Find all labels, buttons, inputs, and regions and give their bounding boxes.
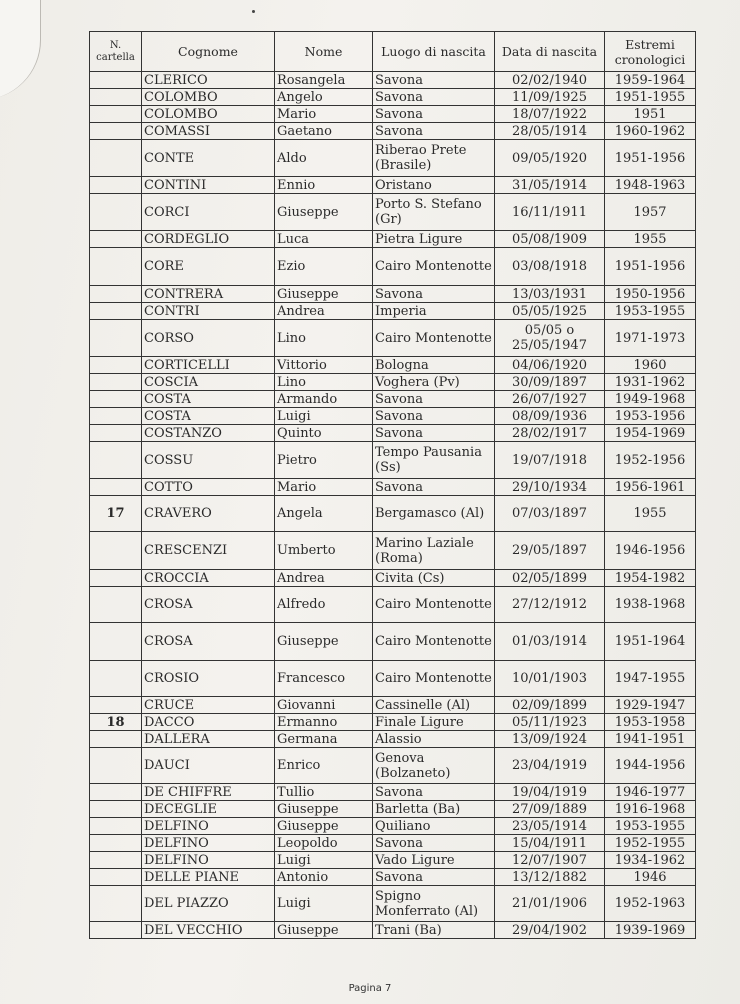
cell-cognome: COLOMBO [142,89,275,106]
cell-nome: Angelo [275,89,373,106]
cell-luogo: Imperia [373,303,495,320]
page-curl [0,0,41,100]
records-table [89,31,696,939]
cell-luogo: Savona [373,869,495,886]
cell-num: 17 [90,496,142,532]
cell-data: 13/09/1924 [495,731,605,748]
cell-num [90,852,142,869]
table-row [90,886,696,922]
cell-cognome: DELFINO [142,852,275,869]
cell-cognome: CORCI [142,194,275,231]
cell-num [90,748,142,784]
cell-luogo: Bergamasco (Al) [373,496,495,532]
cell-cognome: CRAVERO [142,496,275,532]
cell-estremi: 1957 [605,194,696,231]
cell-num [90,623,142,661]
cell-estremi: 1952-1955 [605,835,696,852]
cell-cognome: DE CHIFFRE [142,784,275,801]
cell-estremi: 1953-1955 [605,818,696,835]
table-row [90,140,696,177]
cell-nome: Lino [275,320,373,357]
cell-data: 01/03/1914 [495,623,605,661]
cell-cognome: COLOMBO [142,106,275,123]
cell-data: 11/09/1925 [495,89,605,106]
cell-luogo: Trani (Ba) [373,922,495,939]
cell-cognome: DELFINO [142,835,275,852]
cell-estremi: 1941-1951 [605,731,696,748]
cell-nome: Luigi [275,408,373,425]
cell-data: 10/01/1903 [495,661,605,697]
cell-nome: Gaetano [275,123,373,140]
cell-estremi: 1938-1968 [605,587,696,623]
cell-data: 02/05/1899 [495,570,605,587]
cell-cognome: DALLERA [142,731,275,748]
header-nome: Nome [275,32,373,72]
cell-data: 23/05/1914 [495,818,605,835]
table-row [90,442,696,479]
cell-cognome: CONTINI [142,177,275,194]
cell-num [90,869,142,886]
cell-nome: Ermanno [275,714,373,731]
cell-luogo: Voghera (Pv) [373,374,495,391]
cell-data: 02/09/1899 [495,697,605,714]
cell-cognome: COSTA [142,408,275,425]
cell-estremi: 1960 [605,357,696,374]
cell-num [90,784,142,801]
cell-num [90,89,142,106]
cell-estremi: 1931-1962 [605,374,696,391]
header-data: Data di nascita [495,32,605,72]
cell-estremi: 1954-1982 [605,570,696,587]
cell-num [90,72,142,89]
ink-dot [252,10,255,13]
cell-num [90,140,142,177]
cell-num [90,570,142,587]
table-row [90,784,696,801]
cell-data: 21/01/1906 [495,886,605,922]
table-row [90,587,696,623]
table-row [90,303,696,320]
cell-cognome: CROSA [142,587,275,623]
cell-cognome: COSTA [142,391,275,408]
cell-cognome: CROSA [142,623,275,661]
cell-estremi: 1952-1956 [605,442,696,479]
cell-nome: Mario [275,479,373,496]
cell-luogo: Oristano [373,177,495,194]
cell-nome: Leopoldo [275,835,373,852]
table-row [90,714,696,731]
cell-estremi: 1951-1955 [605,89,696,106]
cell-num [90,177,142,194]
cell-cognome: DAUCI [142,748,275,784]
cell-num [90,286,142,303]
table-row [90,106,696,123]
cell-data: 28/02/1917 [495,425,605,442]
cell-estremi: 1951-1956 [605,140,696,177]
table-row [90,425,696,442]
cell-cognome: COSSU [142,442,275,479]
table-row [90,801,696,818]
cell-data: 19/07/1918 [495,442,605,479]
cell-nome: Vittorio [275,357,373,374]
table-row [90,661,696,697]
table-row [90,72,696,89]
cell-data: 19/04/1919 [495,784,605,801]
header-cognome: Cognome [142,32,275,72]
cell-estremi: 1934-1962 [605,852,696,869]
cell-estremi: 1952-1963 [605,886,696,922]
cell-nome: Giuseppe [275,286,373,303]
table-row [90,357,696,374]
cell-cognome: DACCO [142,714,275,731]
cell-estremi: 1953-1958 [605,714,696,731]
cell-nome: Antonio [275,869,373,886]
cell-nome: Giuseppe [275,801,373,818]
cell-nome: Angela [275,496,373,532]
cell-luogo: Savona [373,391,495,408]
table-row [90,479,696,496]
cell-luogo: Finale Ligure [373,714,495,731]
cell-luogo: Marino Laziale (Roma) [373,532,495,570]
cell-nome: Giovanni [275,697,373,714]
cell-cognome: DELLE PIANE [142,869,275,886]
cell-luogo: Savona [373,408,495,425]
cell-data: 08/09/1936 [495,408,605,425]
cell-num [90,922,142,939]
header-luogo: Luogo di nascita [373,32,495,72]
cell-luogo: Savona [373,123,495,140]
cell-num [90,886,142,922]
cell-data: 28/05/1914 [495,123,605,140]
cell-luogo: Cairo Montenotte [373,320,495,357]
cell-nome: Lino [275,374,373,391]
cell-data: 07/03/1897 [495,496,605,532]
cell-estremi: 1955 [605,231,696,248]
cell-nome: Mario [275,106,373,123]
cell-nome: Andrea [275,570,373,587]
table-row [90,835,696,852]
cell-luogo: Savona [373,286,495,303]
table-row [90,748,696,784]
cell-cognome: CROSIO [142,661,275,697]
cell-estremi: 1953-1956 [605,408,696,425]
header-num: N. cartella [90,32,142,72]
cell-data: 18/07/1922 [495,106,605,123]
table-body [90,72,696,939]
cell-data: 29/04/1902 [495,922,605,939]
cell-estremi: 1916-1968 [605,801,696,818]
cell-estremi: 1948-1963 [605,177,696,194]
cell-data: 27/12/1912 [495,587,605,623]
cell-luogo: Cairo Montenotte [373,587,495,623]
cell-cognome: COMASSI [142,123,275,140]
cell-luogo: Spigno Monferrato (Al) [373,886,495,922]
cell-num [90,835,142,852]
cell-cognome: CONTRI [142,303,275,320]
cell-cognome: CORSO [142,320,275,357]
table-row [90,320,696,357]
cell-cognome: COTTO [142,479,275,496]
cell-estremi: 1956-1961 [605,479,696,496]
cell-luogo: Alassio [373,731,495,748]
cell-luogo: Porto S. Stefano (Gr) [373,194,495,231]
cell-luogo: Pietra Ligure [373,231,495,248]
cell-data: 03/08/1918 [495,248,605,286]
cell-cognome: DECEGLIE [142,801,275,818]
cell-num [90,532,142,570]
cell-estremi: 1944-1956 [605,748,696,784]
cell-data: 27/09/1889 [495,801,605,818]
cell-cognome: COSTANZO [142,425,275,442]
table-row [90,123,696,140]
cell-data: 05/05 o 25/05/1947 [495,320,605,357]
cell-data: 29/05/1897 [495,532,605,570]
cell-luogo: Savona [373,425,495,442]
cell-num [90,357,142,374]
cell-num [90,697,142,714]
page-number: Pagina 7 [348,983,392,994]
cell-estremi: 1946 [605,869,696,886]
table-row [90,408,696,425]
cell-num [90,303,142,320]
cell-nome: Giuseppe [275,623,373,661]
cell-num [90,106,142,123]
cell-luogo: Savona [373,835,495,852]
cell-luogo: Cairo Montenotte [373,248,495,286]
cell-cognome: COSCIA [142,374,275,391]
cell-data: 26/07/1927 [495,391,605,408]
table-row [90,391,696,408]
table-row [90,248,696,286]
table-row [90,374,696,391]
cell-estremi: 1954-1969 [605,425,696,442]
table-row [90,89,696,106]
cell-estremi: 1959-1964 [605,72,696,89]
cell-estremi: 1949-1968 [605,391,696,408]
cell-cognome: CORDEGLIO [142,231,275,248]
cell-luogo: Savona [373,784,495,801]
table-row [90,869,696,886]
cell-luogo: Barletta (Ba) [373,801,495,818]
cell-num [90,801,142,818]
cell-cognome: CONTRERA [142,286,275,303]
table-row [90,570,696,587]
cell-data: 05/05/1925 [495,303,605,320]
cell-num: 18 [90,714,142,731]
cell-data: 05/08/1909 [495,231,605,248]
cell-estremi: 1953-1955 [605,303,696,320]
cell-luogo: Savona [373,72,495,89]
table-row [90,852,696,869]
cell-estremi: 1971-1973 [605,320,696,357]
cell-estremi: 1939-1969 [605,922,696,939]
cell-num [90,248,142,286]
table-row [90,532,696,570]
cell-data: 29/10/1934 [495,479,605,496]
cell-estremi: 1947-1955 [605,661,696,697]
cell-estremi: 1951 [605,106,696,123]
cell-nome: Ezio [275,248,373,286]
cell-nome: Enrico [275,748,373,784]
cell-cognome: CORE [142,248,275,286]
table-row [90,623,696,661]
cell-num [90,818,142,835]
table-row [90,177,696,194]
cell-nome: Luca [275,231,373,248]
table-row [90,194,696,231]
cell-num [90,479,142,496]
cell-cognome: CROCCIA [142,570,275,587]
cell-nome: Luigi [275,852,373,869]
cell-estremi: 1955 [605,496,696,532]
cell-data: 13/12/1882 [495,869,605,886]
cell-num [90,661,142,697]
cell-cognome: DEL VECCHIO [142,922,275,939]
cell-data: 09/05/1920 [495,140,605,177]
cell-nome: Quinto [275,425,373,442]
cell-nome: Giuseppe [275,194,373,231]
cell-nome: Germana [275,731,373,748]
cell-luogo: Savona [373,479,495,496]
cell-luogo: Quiliano [373,818,495,835]
cell-nome: Umberto [275,532,373,570]
cell-luogo: Savona [373,89,495,106]
cell-nome: Giuseppe [275,818,373,835]
cell-num [90,425,142,442]
cell-estremi: 1960-1962 [605,123,696,140]
cell-luogo: Genova (Bolzaneto) [373,748,495,784]
cell-cognome: CORTICELLI [142,357,275,374]
cell-data: 05/11/1923 [495,714,605,731]
cell-num [90,194,142,231]
cell-luogo: Cairo Montenotte [373,623,495,661]
cell-cognome: DEL PIAZZO [142,886,275,922]
cell-nome: Rosangela [275,72,373,89]
cell-nome: Pietro [275,442,373,479]
table-row [90,922,696,939]
cell-cognome: DELFINO [142,818,275,835]
cell-data: 12/07/1907 [495,852,605,869]
cell-nome: Tullio [275,784,373,801]
cell-luogo: Tempo Pausania (Ss) [373,442,495,479]
cell-nome: Ennio [275,177,373,194]
cell-luogo: Vado Ligure [373,852,495,869]
cell-cognome: CRUCE [142,697,275,714]
cell-nome: Francesco [275,661,373,697]
cell-data: 31/05/1914 [495,177,605,194]
table-row [90,286,696,303]
cell-estremi: 1951-1956 [605,248,696,286]
header-row [90,32,696,72]
cell-estremi: 1950-1956 [605,286,696,303]
cell-luogo: Civita (Cs) [373,570,495,587]
table-row [90,697,696,714]
cell-luogo: Cassinelle (Al) [373,697,495,714]
cell-data: 15/04/1911 [495,835,605,852]
cell-estremi: 1951-1964 [605,623,696,661]
table-row [90,496,696,532]
cell-data: 30/09/1897 [495,374,605,391]
cell-nome: Armando [275,391,373,408]
table-row [90,818,696,835]
cell-data: 13/03/1931 [495,286,605,303]
cell-data: 02/02/1940 [495,72,605,89]
cell-estremi: 1946-1956 [605,532,696,570]
cell-cognome: CLERICO [142,72,275,89]
cell-num [90,123,142,140]
cell-nome: Giuseppe [275,922,373,939]
table-row [90,731,696,748]
cell-luogo: Cairo Montenotte [373,661,495,697]
cell-data: 23/04/1919 [495,748,605,784]
cell-num [90,231,142,248]
cell-num [90,587,142,623]
cell-estremi: 1946-1977 [605,784,696,801]
cell-nome: Luigi [275,886,373,922]
table-row [90,231,696,248]
cell-num [90,408,142,425]
cell-luogo: Bologna [373,357,495,374]
cell-luogo: Riberao Prete (Brasile) [373,140,495,177]
cell-nome: Andrea [275,303,373,320]
cell-cognome: CRESCENZI [142,532,275,570]
cell-num [90,320,142,357]
cell-cognome: CONTE [142,140,275,177]
cell-num [90,374,142,391]
header-estremi: Estremi cronologici [605,32,696,72]
cell-num [90,391,142,408]
cell-data: 16/11/1911 [495,194,605,231]
cell-num [90,442,142,479]
cell-nome: Aldo [275,140,373,177]
cell-data: 04/06/1920 [495,357,605,374]
cell-nome: Alfredo [275,587,373,623]
cell-luogo: Savona [373,106,495,123]
cell-estremi: 1929-1947 [605,697,696,714]
cell-num [90,731,142,748]
